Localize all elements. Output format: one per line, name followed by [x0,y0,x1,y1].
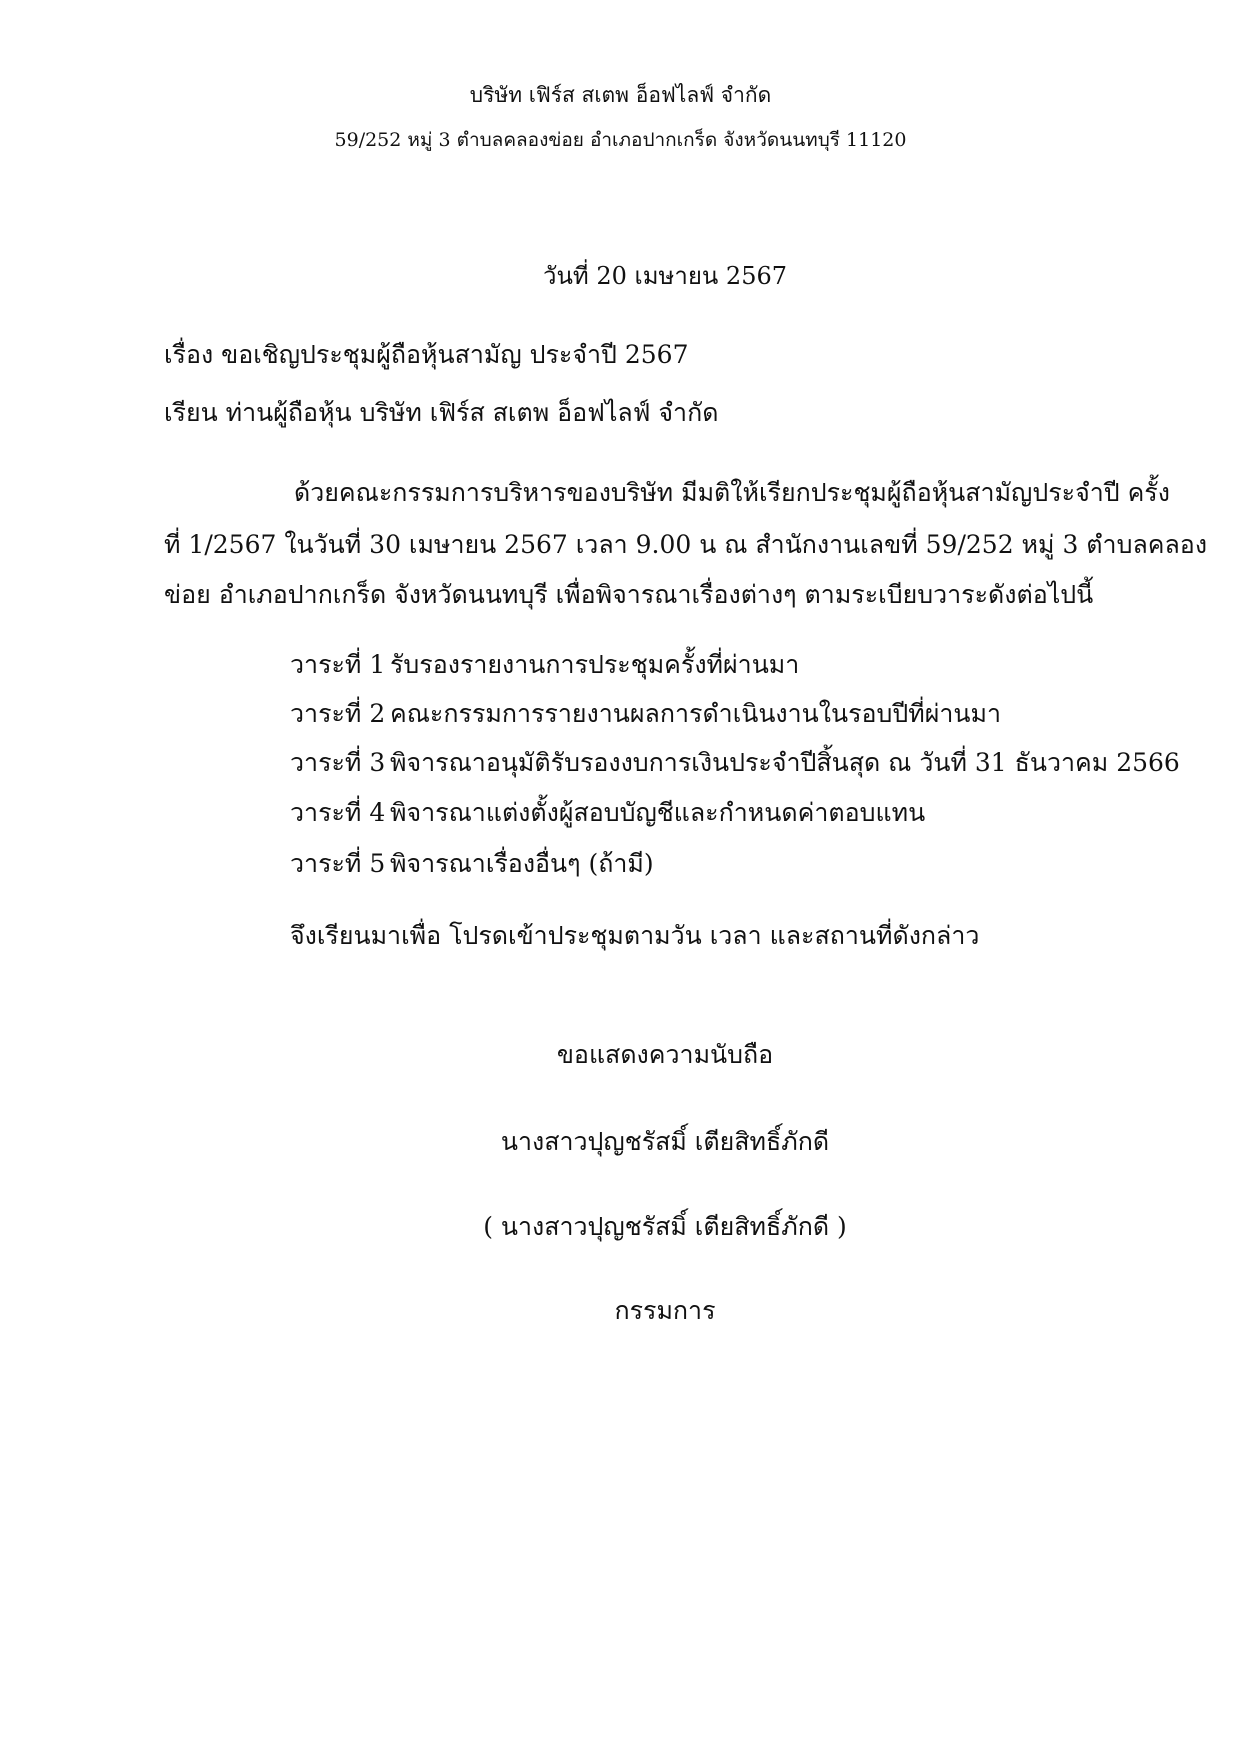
letter-recipient: เรียน ท่านผู้ถือหุ้น บริษัท เฟิร์ส สเตพ อ็อฟไลฟ์ จำกัด [164,398,719,427]
body-line-3: ข่อย อำเภอปากเกร็ด จังหวัดนนทบุรี เพื่อพิจารณาเรื่องต่างๆ ตามระเบียบวาระดังต่อไปนี้ [164,580,1094,609]
letter-date: วันที่ 20 เมษายน 2567 [543,262,787,290]
agenda-number: วาระที่ 2 [290,699,386,728]
agenda-item [290,650,799,680]
agenda-text: พิจารณาเรื่องอื่นๆ (ถ้ามี) [390,849,654,878]
agenda-text: รับรองรายงานการประชุมครั้งที่ผ่านมา [390,650,800,679]
signature-position: กรรมการ [614,1296,716,1325]
agenda-number: วาระที่ 1 [290,650,386,679]
agenda-text: คณะกรรมการรายงานผลการดำเนินงานในรอบปีที่ผ่านมา [390,699,1002,728]
agenda-number: วาระที่ 5 [290,849,386,878]
body-line-2: ที่ 1/2567 ในวันที่ 30 เมษายน 2567 เวลา 9.00 น ณ สำนักงานเลขที่ 59/252 หมู่ 3 ตำบลคลอง [164,530,1208,559]
agenda-number: วาระที่ 3 [290,748,386,777]
agenda-text: พิจารณาอนุมัติรับรองงบการเงินประจำปีสิ้นสุด ณ วันที่ 31 ธันวาคม 2566 [390,748,1180,777]
agenda-number: วาระที่ 4 [290,798,386,827]
body-line-1: ด้วยคณะกรรมการบริหารของบริษัท มีมติให้เรียกประชุมผู้ถือหุ้นสามัญประจำปี ครั้ง [294,478,1170,507]
company-name: บริษัท เฟิร์ส สเตพ อ็อฟไลฟ์ จำกัด [469,83,772,107]
agenda-item [290,798,925,828]
signature-name: นางสาวปุญชรัสมิ์ เตียสิทธิ์ภักดี [500,1127,830,1156]
letter-subject: เรื่อง ขอเชิญประชุมผู้ถือหุ้นสามัญ ประจำปี 2567 [164,340,689,369]
signature-name-bracketed: ( นางสาวปุญชรัสมิ์ เตียสิทธิ์ภักดี ) [483,1212,847,1241]
agenda-text: พิจารณาแต่งตั้งผู้สอบบัญชีและกำหนดค่าตอบแทน [390,798,926,827]
signature-regards: ขอแสดงความนับถือ [556,1040,774,1069]
company-address: 59/252 หมู่ 3 ตำบลคลองข่อย อำเภอปากเกร็ด จังหวัดนนทบุรี 11120 [334,129,907,151]
closing-sentence: จึงเรียนมาเพื่อ โปรดเข้าประชุมตามวัน เวลา และสถานที่ดังกล่าว [290,921,980,950]
agenda-item [290,699,1001,729]
agenda-item [290,849,654,879]
agenda-item [290,748,1180,778]
